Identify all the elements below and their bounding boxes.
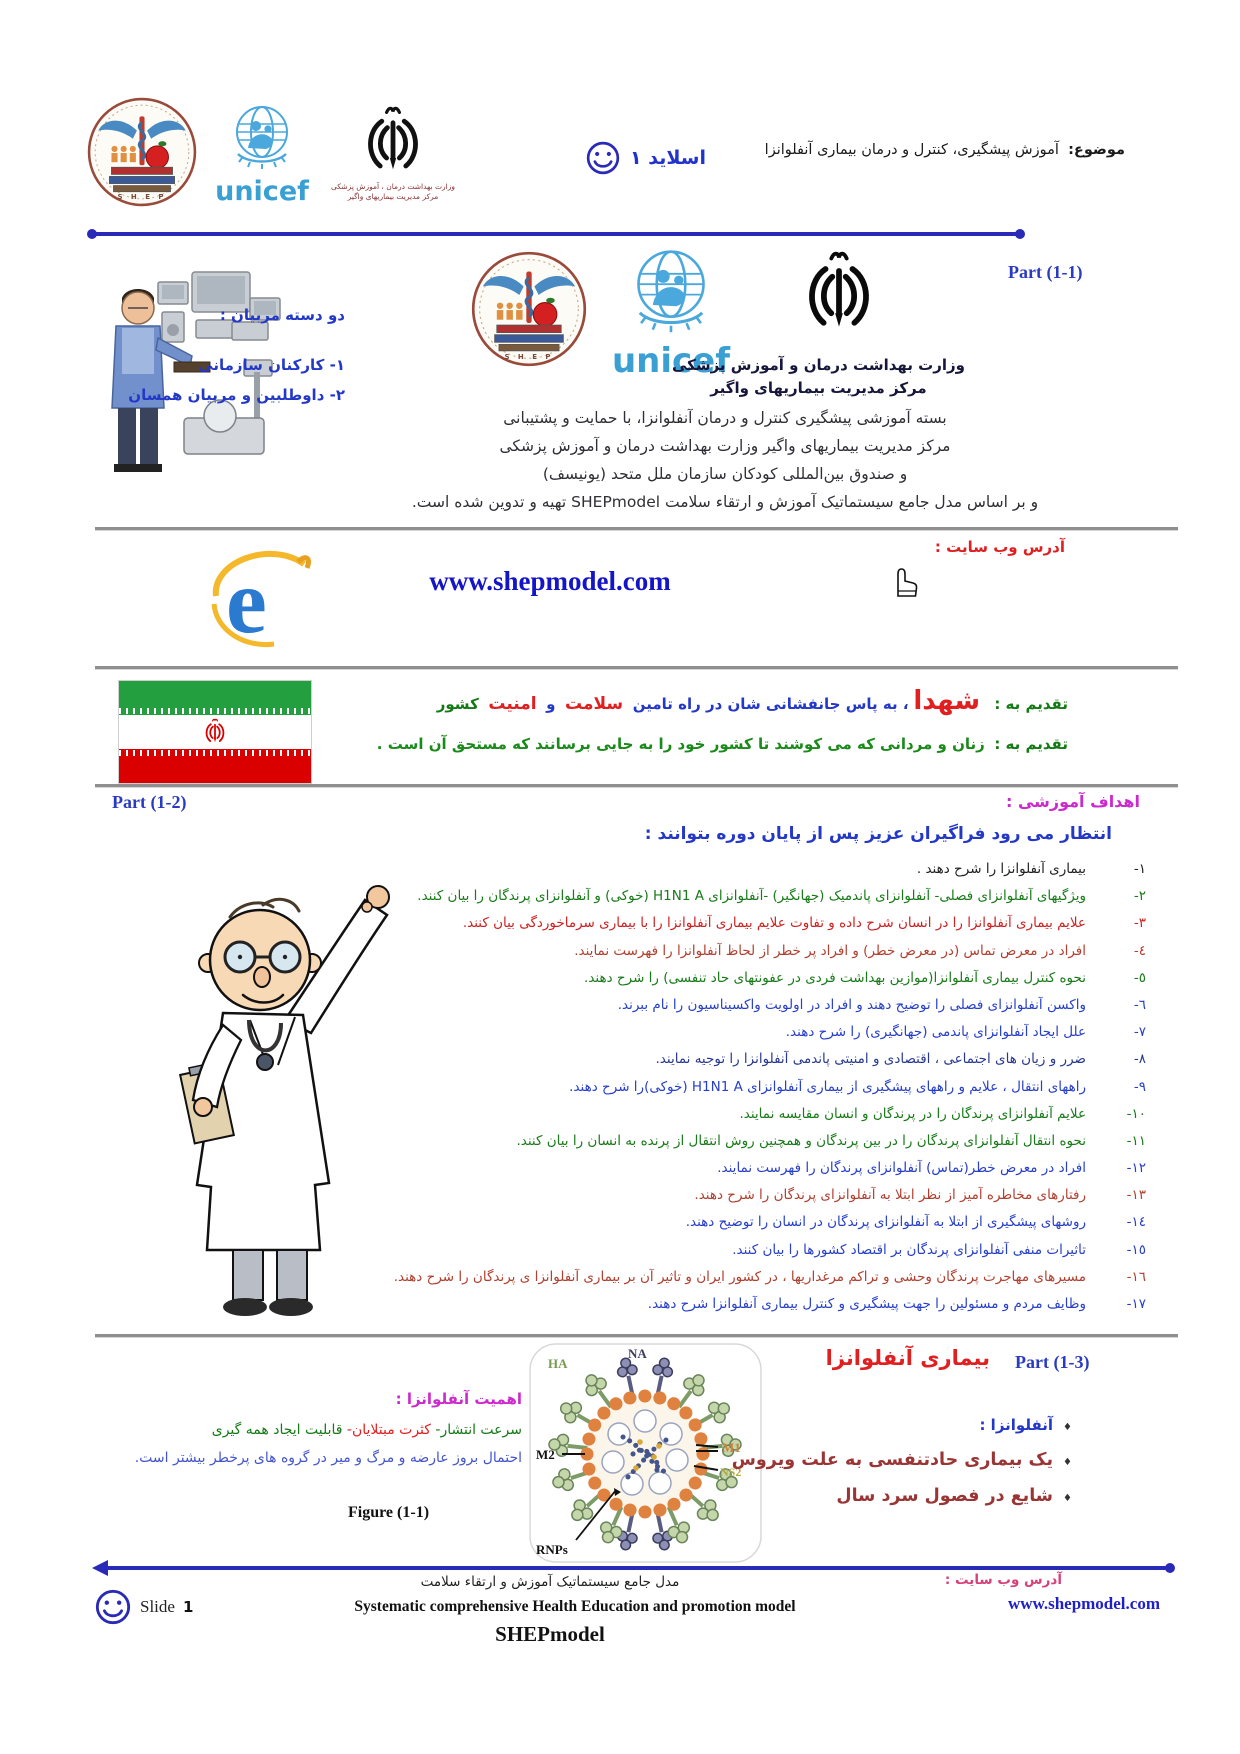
objective-text: وظایف مردم و مسئولین را جهت پیشگیری و کنترل بیماری آنفلوانزا شرح دهند. bbox=[647, 1296, 1086, 1312]
iran-emblem-icon bbox=[351, 102, 435, 182]
ministry-caption-line1: وزارت بهداشت درمان ، آموزش پزشکی bbox=[331, 182, 455, 191]
objective-item bbox=[394, 1019, 1146, 1046]
slide-badge bbox=[585, 140, 706, 176]
objective-number: ۷- bbox=[1133, 1024, 1146, 1041]
unicef-globe-icon bbox=[619, 240, 723, 344]
bullet-diamond-icon: ♦ bbox=[1063, 1493, 1072, 1504]
objective-text: مسیرهای مهاجرت پرندگان وحشی و تراکم مرغداریها ، در کشور ایران و تاثیر آن بر بیماری آنفلوانزا ی پرندگان را شرح دهند. bbox=[393, 1268, 1086, 1285]
footer-divider-line bbox=[106, 1566, 1170, 1570]
intro-paragraph-line2: مرکز مدیریت بیماریهای واگیر وزارت بهداشت درمان و آموزش پزشکی bbox=[499, 437, 951, 455]
objective-number: ٥- bbox=[1133, 969, 1146, 986]
dedication-martyrs: شهدا bbox=[913, 686, 981, 716]
objective-item bbox=[394, 1101, 1146, 1128]
section-divider bbox=[95, 666, 1178, 670]
objectives-heading: اهداف آموزشی : bbox=[1006, 792, 1140, 811]
objective-item bbox=[394, 1237, 1146, 1264]
dedication-prefix2: تقدیم به : bbox=[994, 735, 1068, 753]
ministry-title-line2: مرکز مدیریت بیماریهای واگیر bbox=[710, 379, 927, 397]
objective-item bbox=[394, 910, 1146, 937]
objective-item bbox=[394, 1128, 1146, 1155]
bullet-diamond-icon: ♦ bbox=[1063, 1422, 1072, 1433]
importance-heading: اهمیت آنفلوانزا : bbox=[395, 1390, 522, 1408]
trainers-item-2: ۲- داوطلبین و مربیان همسان bbox=[128, 386, 345, 404]
objective-number: ۳- bbox=[1133, 915, 1146, 932]
topic-line bbox=[765, 142, 1125, 158]
dedication-security: امنیت bbox=[488, 694, 537, 714]
objective-item bbox=[394, 992, 1146, 1019]
intro-paragraph-line3: و صندوق بین‌المللی کودکان سازمان ملل متحد (یونیسف) bbox=[542, 465, 908, 483]
line-endpoint-dot bbox=[87, 229, 97, 239]
objective-text: نحوه انتقال آنفلوانزای پرندگان را در بین پرندگان و همچنین روش انتقال از پرنده به انسان را بیان کنند. bbox=[516, 1132, 1086, 1149]
unicef-globe-icon bbox=[222, 98, 302, 178]
doctor-cartoon bbox=[145, 855, 410, 1320]
intro-paragraph-line4: و بر اساس مدل جامع سیستماتیک آموزش و ارتقاء سلامت SHEPmodel تهیه و تدوین شده است. bbox=[411, 493, 1039, 511]
objective-item bbox=[394, 1264, 1146, 1291]
footer-slide-label: Slide bbox=[140, 1597, 175, 1616]
objective-text: علایم بیماری آنفلوانزا را در انسان شرح داده و تفاوت علایم بیماری آنفلوانزا را با بیماری سرماخوردگی بیان کنند. bbox=[462, 915, 1086, 932]
footer-model-fa: مدل جامع سیستماتیک آموزش و ارتقاء سلامت bbox=[420, 1574, 680, 1590]
ministry-title-line1: وزارت بهداشت درمان و آموزش پزشکی bbox=[671, 356, 965, 374]
objective-text: افراد در معرض تماس (در معرض خطر) و افراد پر خطر از لحاظ آنفلوانزا را فهرست نمایند. bbox=[574, 942, 1086, 959]
disease-bullet-3-text: شایع در فصول سرد سال bbox=[836, 1486, 1054, 1506]
section-divider bbox=[95, 784, 1178, 788]
flag-ornament-top bbox=[119, 708, 311, 714]
iran-emblem-logo bbox=[318, 102, 468, 202]
disease-bullet-2 bbox=[732, 1450, 1072, 1470]
iran-emblem-icon bbox=[790, 246, 888, 342]
shep-acronym: S H E P bbox=[117, 193, 167, 201]
footer-website-url[interactable]: www.shepmodel.com bbox=[1007, 1594, 1160, 1613]
virus-label-rnps: RNPs bbox=[536, 1542, 568, 1557]
flag-ornament-bottom bbox=[119, 750, 311, 756]
objective-text: ضرر و زیان های اجتماعی ، اقتصادی و امنیتی پاندمی آنفلوانزا را توجیه نمایند. bbox=[655, 1051, 1086, 1068]
objective-number: ۱۱- bbox=[1126, 1132, 1146, 1149]
line-endpoint-dot bbox=[1015, 229, 1025, 239]
dedication-and: و bbox=[546, 695, 556, 713]
iran-flag bbox=[118, 680, 312, 784]
virus-diagram bbox=[528, 1342, 763, 1564]
shep-logo-graphic bbox=[470, 250, 588, 368]
topic-text: آموزش پیشگیری، کنترل و درمان بیماری آنفلوانزا bbox=[764, 142, 1059, 158]
importance-seg2: کثرت مبتلایان- bbox=[346, 1422, 431, 1438]
footer-slide-number: 1 bbox=[182, 1598, 194, 1616]
dedication-country: کشور bbox=[436, 695, 479, 713]
virus-label-m2: M2 bbox=[536, 1447, 555, 1462]
disease-bullet-2-text: یک بیماری حادتنفسی به علت ویروس bbox=[731, 1450, 1054, 1470]
objective-number: ۱٥- bbox=[1126, 1241, 1146, 1258]
virus-label-ha: HA bbox=[548, 1356, 568, 1371]
internet-explorer-icon bbox=[210, 546, 314, 654]
importance-line1 bbox=[212, 1422, 522, 1438]
svg-text:e: e bbox=[226, 550, 267, 652]
line-endpoint-dot bbox=[1165, 1563, 1175, 1573]
dedication-line1 bbox=[437, 686, 1068, 716]
section-divider bbox=[95, 1334, 1178, 1338]
objective-text: ویژگیهای آنفلوانزای فصلی- آنفلوانزای پاندمیک (جهانگیر) -آنفلوانزای H1N1 A (خوکی) و آنفلوانزای پرندگان را بیان کنند. bbox=[417, 888, 1086, 905]
footer-slide-badge bbox=[94, 1588, 193, 1626]
objective-number: ۲- bbox=[1133, 888, 1146, 905]
objective-number: ۱۰- bbox=[1126, 1105, 1146, 1122]
objective-item bbox=[394, 1209, 1146, 1236]
figure-caption: Figure (1-1) bbox=[348, 1504, 430, 1521]
importance-seg3: قابلیت ایجاد همه گیری bbox=[211, 1422, 343, 1438]
importance-seg1: سرعت انتشار- bbox=[435, 1422, 522, 1438]
objectives-list bbox=[394, 856, 1146, 1318]
footer-model-short: SHEPmodel bbox=[495, 1622, 605, 1646]
part-1-2-label: Part (1-2) bbox=[112, 792, 187, 812]
ministry-caption-line2: مرکز مدیریت بیماریهای واگیر bbox=[347, 192, 439, 202]
objective-number: ۱٤- bbox=[1126, 1214, 1146, 1231]
website-label: آدرس وب سایت : bbox=[934, 538, 1065, 556]
website-url[interactable]: www.shepmodel.com bbox=[429, 566, 671, 596]
shep-logo-graphic bbox=[86, 96, 198, 208]
dedication-line2 bbox=[377, 735, 1068, 753]
objective-number: ۱٦- bbox=[1126, 1268, 1146, 1285]
objective-item bbox=[394, 883, 1146, 910]
objective-item bbox=[394, 1074, 1146, 1101]
objective-text: بیماری آنفلوانزا را شرح دهند . bbox=[916, 861, 1086, 877]
shep-logo-part1 bbox=[470, 250, 588, 368]
smiley-icon bbox=[585, 140, 621, 176]
virus-label-na: NA bbox=[628, 1346, 647, 1361]
footer-website-label: آدرس وب سایت : bbox=[944, 1572, 1062, 1588]
objective-text: راههای انتقال ، علایم و راههای پیشگیری از بیماری آنفلوانزای H1N1 A (خوکی)را شرح دهند. bbox=[569, 1078, 1086, 1095]
virus-label-m1: M1 bbox=[722, 1440, 741, 1455]
part-1-3-label: Part (1-3) bbox=[1015, 1352, 1090, 1372]
objective-text: تاثیرات منفی آنفلوانزای پرندگان بر اقتصاد کشورها را بیان کنند. bbox=[732, 1241, 1086, 1258]
objective-number: ۹- bbox=[1133, 1078, 1146, 1095]
objective-item bbox=[394, 965, 1146, 992]
disease-heading: بیماری آنفلوانزا bbox=[825, 1346, 990, 1370]
shep-logo bbox=[86, 96, 198, 208]
intro-paragraph-line1: بسته آموزشی پیشگیری کنترل و درمان آنفلوانزا، با حمایت و پشتیبانی bbox=[503, 409, 947, 427]
objective-text: علایم آنفلوانزای پرندگان را در پرندگان و انسان مقایسه نمایند. bbox=[739, 1105, 1086, 1122]
unicef-logo bbox=[206, 98, 318, 205]
smiley-icon bbox=[94, 1588, 132, 1626]
ministry-title bbox=[672, 354, 965, 400]
objective-number: ۱- bbox=[1133, 861, 1146, 877]
objective-text: افراد در معرض خطر(تماس) آنفلوانزای پرندگان را فهرست نمایند. bbox=[717, 1160, 1086, 1177]
objective-number: ۸- bbox=[1133, 1051, 1146, 1068]
objective-item bbox=[394, 938, 1146, 965]
disease-bullet-1-text: آنفلوانزا : bbox=[979, 1416, 1054, 1434]
objective-text: رفتارهای مخاطره آمیز از نظر ابتلا به آنفلوانزای پرندگان را شرح دهند. bbox=[694, 1187, 1086, 1204]
objective-item bbox=[394, 1291, 1146, 1318]
objective-text: واکسن آنفلوانزای فصلی را توضیح دهند و افراد در اولویت واکسیناسیون را نام ببرند. bbox=[617, 996, 1086, 1013]
part-1-1-label: Part (1-1) bbox=[1008, 262, 1083, 282]
shep-acronym: S H E P bbox=[504, 353, 554, 361]
objective-number: ۱۳- bbox=[1126, 1187, 1146, 1204]
objective-text: روشهای پیشگیری از ابتلا به آنفلوانزای پرندگان در انسان را توضیح دهند. bbox=[685, 1214, 1086, 1231]
unicef-wordmark: unicef bbox=[611, 341, 731, 381]
objective-number: ٦- bbox=[1133, 996, 1146, 1013]
objective-number: ٤- bbox=[1133, 942, 1146, 959]
header-divider-line bbox=[92, 232, 1020, 236]
dedication-health: سلامت bbox=[565, 694, 624, 714]
objective-text: نحوه کنترل بیماری آنفلوانزا(موازین بهداشت فردی در عفونتهای حاد تنفسی) را شرح دهند. bbox=[584, 969, 1086, 986]
objective-item bbox=[394, 856, 1146, 883]
trainers-heading: دو دسته مربیان : bbox=[219, 306, 345, 324]
objectives-intro: انتظار می رود فراگیران عزیز پس از پایان دوره بتوانند : bbox=[644, 824, 1112, 844]
objective-text: علل ایجاد آنفلوانزای پاندمی (جهانگیری) را شرح دهند. bbox=[785, 1024, 1086, 1041]
disease-bullet-3 bbox=[836, 1486, 1072, 1506]
objective-item bbox=[394, 1155, 1146, 1182]
trainers-item-1: ۱- کارکنان سازمانی bbox=[198, 356, 345, 374]
unicef-wordmark: unicef bbox=[215, 176, 309, 207]
objective-number: ۱۲- bbox=[1126, 1160, 1146, 1177]
footer-model-en: Systematic comprehensive Health Education and promotion model bbox=[354, 1598, 796, 1615]
objective-item bbox=[394, 1182, 1146, 1209]
objective-item bbox=[394, 1046, 1146, 1073]
flag-emblem-icon bbox=[200, 717, 230, 747]
bullet-diamond-icon: ♦ bbox=[1063, 1457, 1072, 1468]
intro-paragraph bbox=[330, 404, 1120, 516]
dedication-prefix: تقدیم به : bbox=[994, 695, 1068, 713]
objective-number: ۱۷- bbox=[1126, 1296, 1146, 1312]
hand-cursor-icon bbox=[888, 558, 918, 598]
importance-line2: احتمال بروز عارضه و مرگ و میر در گروه های پرخطر بیشتر است. bbox=[134, 1450, 522, 1466]
section-divider bbox=[95, 527, 1178, 531]
topic-label: موضوع: bbox=[1068, 142, 1125, 158]
virus-label-ns2: NS2 bbox=[720, 1465, 742, 1479]
slide-badge-label: اسلاید ۱ bbox=[630, 147, 706, 169]
dedication-mid: ، به پاس جانفشانی شان در راه تامین bbox=[632, 695, 909, 713]
dedication-line2-text: زنان و مردانی که می کوشند تا کشور خود را به جایی برسانند که مستحق آن است . bbox=[376, 735, 985, 753]
arrow-left-icon bbox=[92, 1560, 108, 1576]
disease-bullet-1 bbox=[979, 1416, 1072, 1434]
